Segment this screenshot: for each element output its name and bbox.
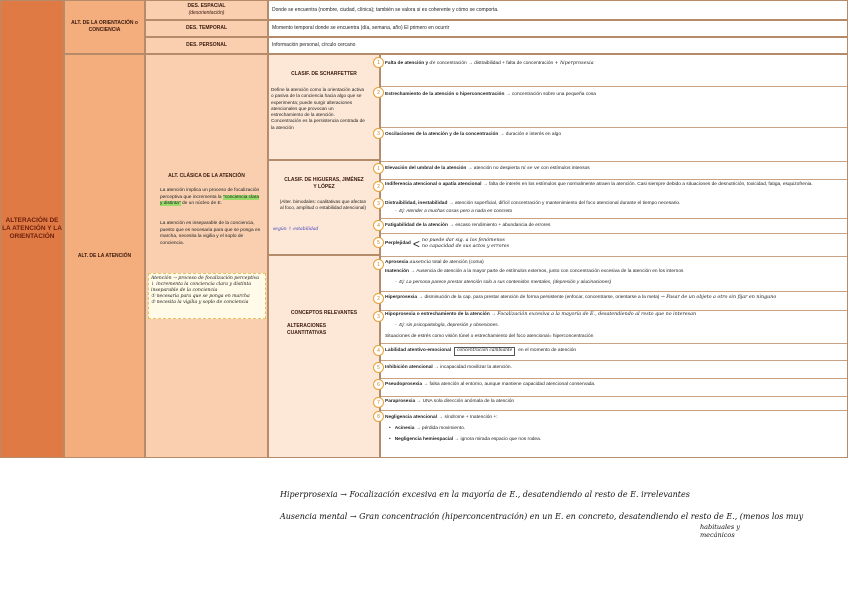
note-line: inseparable de la conciencia <box>151 288 218 293</box>
item-number-badge: 8 <box>373 411 384 422</box>
item-term: Indiferencia atencional o apatía atencional <box>385 182 482 187</box>
item-row-13 <box>385 365 843 372</box>
item-row-3 <box>385 132 843 139</box>
details-column <box>377 54 848 458</box>
attention-label: ALT. DE LA ATENCIÓN <box>77 252 132 259</box>
item-desc: → atención no despierta <box>467 166 520 171</box>
item-term: Perplejidad <box>385 240 411 246</box>
item-term: Negligencia hemiespacial <box>394 436 454 442</box>
item-term: Estrechamiento de la atención o hiperconcentración <box>385 92 505 97</box>
perplejidad-line: no capacidad de sus actos y errores <box>421 244 510 249</box>
item-number-badge: 1 <box>373 163 384 174</box>
item-term: Falta de atención y <box>385 61 429 66</box>
orientation-desc-spatial <box>268 0 848 20</box>
concepts-sub: ALTERACIONES CUANTITATIVAS <box>287 323 327 336</box>
orientation-desc-text: Donde se encuentra (nombre, ciudad, clínica); también se valora si es coherente y cómo se comporta. <box>272 6 499 13</box>
item-term: Inhibición atencional <box>385 365 433 370</box>
item-handwritten <box>422 238 509 250</box>
orientation-type-spatial <box>145 0 268 20</box>
item-number-badge: 5 <box>373 362 384 373</box>
item-number-badge: 2 <box>373 87 384 98</box>
item-row-10 <box>385 295 843 302</box>
item-desc: → UNA sola dirección anómala de la atención <box>416 399 515 404</box>
item-term: Acinesia <box>394 426 415 431</box>
item-desc: → disminución de la cap. para prestar atención de forma persistente (enfocar, concentrarse, orientarse a la meta) <box>418 295 660 300</box>
item-desc: con estímulos intensos <box>540 166 590 171</box>
item-term: Inatención <box>385 269 409 274</box>
item-term: Hiperprosexia <box>385 295 417 300</box>
negligence-list-item <box>389 437 843 444</box>
item-row-2 <box>385 92 843 99</box>
item-term: Pseudoprosexia <box>385 382 423 387</box>
main-topic-title: ALTERACIÓN DE LA ATENCIÓN Y LA ORIENTACIÓN <box>2 217 62 240</box>
item-desc: → atención superficial, difícil concentración y mantenimiento del foco atencional durante el tiempo necesario. <box>448 201 681 206</box>
scharfetter-title: CLASIF. DE SCHARFETTER <box>291 71 357 77</box>
note-line: ↓ incrementa la conciencia clara y distinta <box>151 282 252 287</box>
item-term: Paraprosexia <box>385 399 416 404</box>
item-term: Labilidad atentivo-emocional <box>385 348 452 353</box>
item-handwritten: ausencia <box>409 260 431 265</box>
higueras-title: CLASIF. DE HIGUERAS, JIMÉNEZ Y LÓPEZ <box>284 177 364 190</box>
item-desc: → duración e interés en algo <box>499 132 561 137</box>
classic-attention-title: ALT. CLÁSICA DE LA ATENCIÓN <box>168 173 245 179</box>
item-desc: concentración → distraibilidad + falta de concentración <box>436 61 554 66</box>
classic-p1-start: La atención implica un proceso de focalización perceptiva que incrementa la <box>160 188 260 200</box>
item-desc: en el momento de atención <box>518 348 577 353</box>
negligence-list-item <box>389 426 843 433</box>
item-handwritten: + hiperprosexia <box>554 61 594 66</box>
item-row-8: Perplejidad < no puede dar sig. a los fenómenos no capacidad de sus actos y errores <box>385 237 510 251</box>
orientation-desc-text: Momento temporal donde se encuentra (día, semana, año) El primero en ocurrir <box>272 25 450 31</box>
classic-attention-p2: La atención es inseparable de la conciencia, puesto que es necesaria para que se ponga en marcha, necesita la vigilia y el soplo de conciencia. <box>160 221 261 246</box>
item-number-badge: 2 <box>373 293 384 304</box>
handwritten-note-line-2: Ausencia mental → Gran concentración (hiperconcentración) en un E. en concreto, desatendiendo el resto de E., (menos los muy <box>280 512 804 521</box>
handwritten-note-line-1: Hiperprosexia → Focalización excesiva en la mayoría de E., desatendiendo al resto de E. irrelevantes <box>280 490 690 499</box>
item-row-15 <box>385 399 843 406</box>
negligence-list <box>389 426 843 443</box>
item-number-badge: 2 <box>373 181 384 192</box>
orientation-label: ALT. DE LA ORIENTACIÓN o CONCIENCIA <box>71 20 138 33</box>
orientation-desc-temporal <box>268 20 848 37</box>
item-number-badge: 4 <box>373 345 384 356</box>
classic-attention-p1 <box>160 188 261 208</box>
item-example: - Ej: Atender a muchas cosas pero a nada en concreto <box>395 209 513 214</box>
higueras-text: (Alter. bimodales: cualitativas que afectan al foco, amplitud o estabilidad atencional) <box>279 199 367 211</box>
concepts-cell <box>268 255 380 458</box>
item-term: Oscilaciones de la atención y de la concentración <box>385 132 499 137</box>
item-number-badge: 7 <box>373 397 384 408</box>
item-number-badge: 3 <box>373 198 384 209</box>
note-line: ① necesaria para que se ponga en marcha <box>151 294 250 299</box>
higueras-cell <box>268 160 380 255</box>
note-line: ② necesita la vigilia y soplo de conciencia <box>151 300 249 305</box>
item-row-12 <box>385 347 843 356</box>
item-row-9 <box>385 260 843 267</box>
item-handwritten: ni se ve <box>521 166 540 171</box>
item-desc: → ignora mirada espacio que nos rodea. <box>454 436 542 442</box>
handwritten-note-line-3: habituales y <box>700 523 740 531</box>
main-topic-cell <box>0 0 64 458</box>
item-example: - Ej: La persona parece prestar atención solo a sus contenidos mentales, (depresión y alucinaciones) <box>395 280 612 285</box>
item-row-16 <box>385 415 843 422</box>
item-term: Aprosexia <box>385 260 409 265</box>
item-example: - Ej: sin psicopatología, depresión y obsesiones. <box>395 323 499 328</box>
item-row-5 <box>385 182 843 189</box>
item-handwritten: → Pasar de un objeto a otro sin fijar en ninguno <box>660 295 777 300</box>
orientation-desc-text: Información personal, círculo cercano <box>272 42 356 48</box>
example-text: Ej: La persona parece prestar atención solo a sus contenidos mentales, (depresión y alucinaciones) <box>399 280 612 285</box>
concepts-title: CONCEPTOS RELEVANTES <box>290 310 358 316</box>
item-desc: → Ausencia de atención a la mayor parte de estímulos externos, junto con concentración excesiva de la atención en los internos <box>410 269 684 274</box>
orientation-desc-personal <box>268 37 848 54</box>
item-desc: → concentración sobre una pequeña cosa <box>505 92 596 97</box>
item-desc: → síndrome + Inatención +: <box>438 415 498 420</box>
item-row-1 <box>385 61 843 68</box>
perplejidad-line: no puede dar sig. a los fenómenos <box>421 238 505 243</box>
item-desc: total de atención (coma) <box>432 260 484 265</box>
item-number-badge: 3 <box>373 128 384 139</box>
item-desc: → falta de interés en los estímulos que normalmente atraen la atención. Casi siempre debido a situaciones de desnutrición, toxicidad, fatiga, esquizofrenia. <box>482 182 813 187</box>
item-row-7 <box>385 223 843 230</box>
higueras-scribble: según ↑ estabilidad <box>273 227 319 232</box>
item-desc: → falsa atención al entorno, aunque mantiene capacidad atencional conservada. <box>423 382 596 387</box>
example-text: Ej: Atender a muchas cosas pero a nada en concreto <box>399 209 513 214</box>
item-term: Elevación del umbral de la atención <box>385 166 467 171</box>
item-desc: → pérdida movimiento. <box>415 426 466 431</box>
item-term: Distraibilidad, inestabilidad <box>385 201 448 206</box>
note-line: Atención → proceso de focalización perceptiva <box>151 276 260 281</box>
item-extra: Situaciones de estrés como visión túnel o estrechamiento del foco atencional= hiperconcentración <box>385 334 594 339</box>
orientation-type-personal <box>145 37 268 54</box>
item-handwritten: Focalización excesiva a la mayoría de E., desatendiendo al resto que no interesan <box>497 312 697 317</box>
orientation-label-cell <box>64 0 145 54</box>
item-number-badge: 3 <box>373 311 384 322</box>
item-row-11 <box>385 312 843 319</box>
item-desc: → <box>491 312 496 317</box>
item-handwritten: de <box>429 61 436 66</box>
item-number-badge: 4 <box>373 220 384 231</box>
scharfetter-text: Define la atención como la orientación activa o pasiva de la conciencia hacia algo que se experimenta; puede surgir alteraciones atencionales que provocan un estrechamiento de la atención. Concentración es la persistencia centrada de la atención <box>271 87 365 130</box>
item-row-6 <box>385 201 843 208</box>
item-term: Fatigabilidad de la atención <box>385 223 448 228</box>
orientation-type-label: DES. TEMPORAL <box>185 25 228 31</box>
item-term: Negligencia atencional <box>385 415 437 420</box>
classic-p1-highlight: "conciencia clara y distinta" <box>160 194 260 206</box>
item-desc: → incapacidad movilizar la atención. <box>434 365 512 370</box>
scharfetter-cell <box>268 54 380 160</box>
handwritten-note-line-4: mecánicos <box>700 531 735 539</box>
orientation-type-temporal <box>145 20 268 37</box>
item-number-badge: 5 <box>373 237 384 248</box>
item-number-badge: 1 <box>373 57 384 68</box>
attention-label-cell <box>64 54 145 458</box>
item-row-4 <box>385 166 843 173</box>
handwritten-note <box>149 274 265 308</box>
item-handwritten: concentración cambiante <box>454 347 515 356</box>
item-number-badge: 1 <box>373 259 384 270</box>
item-desc: → escaso rendimiento + abundancia de errores <box>449 223 551 228</box>
item-row-9b <box>385 269 843 276</box>
item-row-14 <box>385 382 843 389</box>
orientation-type-label: DES. PERSONAL <box>186 42 227 48</box>
classic-attention-cell <box>145 54 268 458</box>
classic-p1-end: de un núcleo de E. <box>181 201 222 206</box>
item-number-badge: 6 <box>373 379 384 390</box>
orientation-type-sub: (desorientación) <box>188 10 225 16</box>
handwritten-note-box <box>148 273 266 319</box>
example-text: Ej: sin psicopatología, depresión y obsesiones. <box>399 323 499 328</box>
orientation-type-label: DES. ESPACIAL <box>187 3 226 9</box>
item-term: Hipoprosexia o estrechamiento de la atención <box>385 312 490 317</box>
